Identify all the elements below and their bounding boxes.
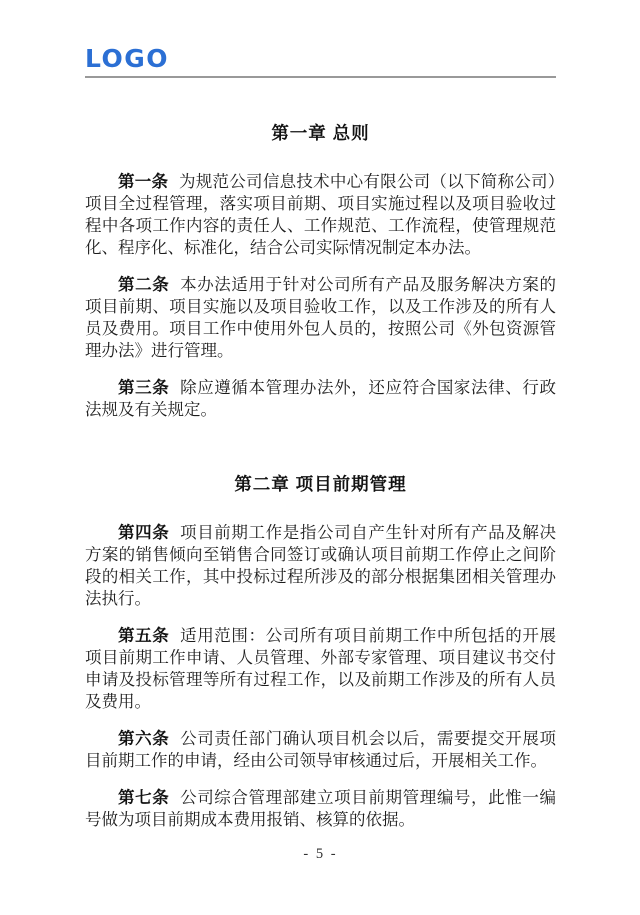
article-5-text: 适用范围：公司所有项目前期工作中所包括的开展项目前期工作申请、人员管理、外部专家管理、项目建议书交付申请及投标管理等所有过程工作，以及前期工作涉及的所有人员及费用。 [85, 626, 557, 711]
article-3-number: 第三条 [118, 379, 170, 397]
article-5-number: 第五条 [118, 627, 170, 645]
article-7-number: 第七条 [118, 789, 170, 807]
article-1 [85, 171, 556, 259]
article-1-text: 为规范公司信息技术中心有限公司（以下简称公司）项目全过程管理，落实项目前期、项目实施过程以及项目验收过程中各项工作内容的责任人、工作规范、工作流程，使管理规范化、程序化、标准化，结合公司实际情况制定本办法。 [85, 172, 557, 257]
article-6-text: 公司责任部门确认项目机会以后，需要提交开展项目前期工作的申请，经由公司领导审核通过后，开展相关工作。 [85, 729, 557, 770]
page-number: - 5 - [303, 846, 338, 862]
article-2 [85, 274, 556, 362]
article-2-text: 本办法适用于针对公司所有产品及服务解决方案的项目前期、项目实施以及项目验收工作，以及工作涉及的所有人员及费用。项目工作中使用外包人员的，按照公司《外包资源管理办法》进行管理。 [85, 275, 557, 360]
article-6-number: 第六条 [118, 730, 170, 748]
article-3 [85, 377, 556, 421]
article-7 [85, 787, 556, 831]
article-3-text: 除应遵循本管理办法外，还应符合国家法律、行政法规及有关规定。 [85, 378, 557, 419]
article-4-text: 项目前期工作是指公司自产生针对所有产品及解决方案的销售倾向至销售合同签订或确认项目前期工作停止之间阶段的相关工作，其中投标过程所涉及的部分根据集团相关管理办法执行。 [85, 523, 557, 608]
chapter-2-title: 第二章 项目前期管理 [234, 474, 407, 494]
article-4-number: 第四条 [118, 524, 170, 542]
article-4 [85, 522, 556, 610]
article-2-number: 第二条 [118, 276, 170, 294]
article-5 [85, 625, 556, 713]
article-1-number: 第一条 [118, 173, 169, 191]
logo-text: LOGO [85, 44, 170, 73]
document-body [85, 78, 556, 846]
article-7-text: 公司综合管理部建立项目前期管理编号，此惟一编号做为项目前期成本费用报销、核算的依据。 [85, 788, 557, 829]
page-header [85, 46, 556, 78]
chapter-1-title: 第一章 总则 [271, 123, 370, 143]
article-6 [85, 728, 556, 772]
